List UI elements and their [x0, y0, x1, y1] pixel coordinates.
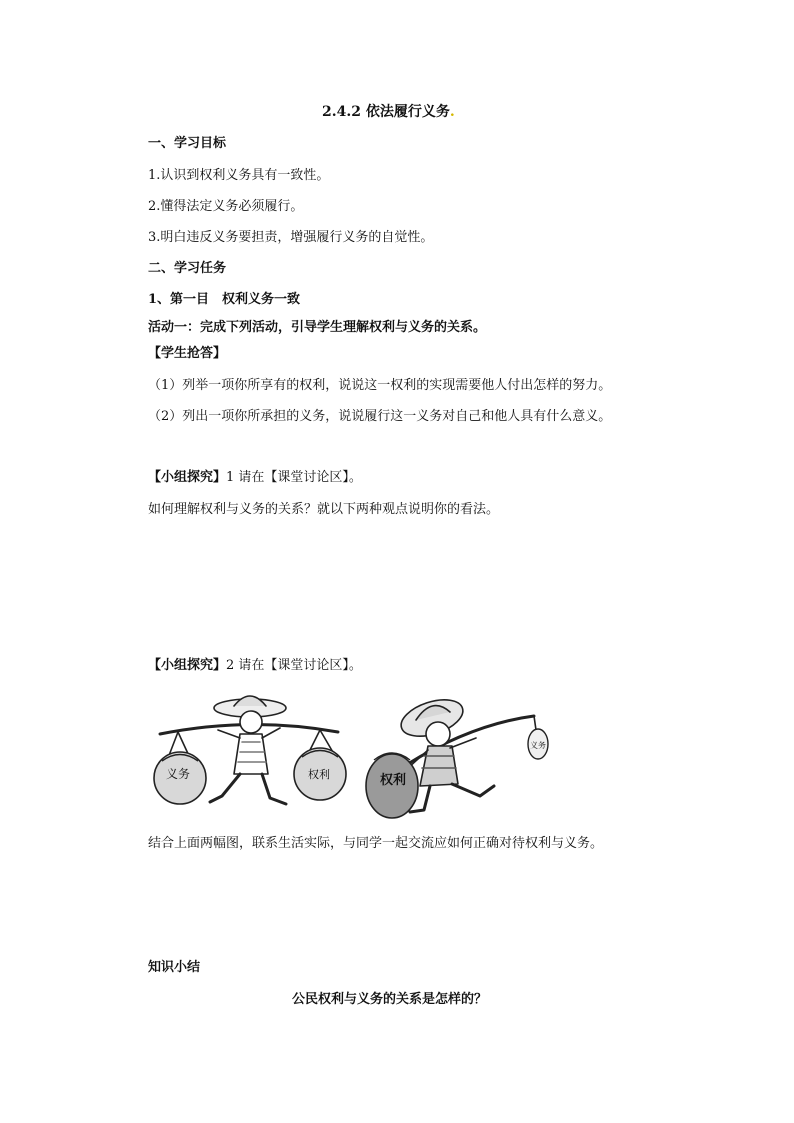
cartoon-balanced	[148, 686, 353, 821]
goal-item-1: 1.认识到权利义务具有一致性。	[148, 168, 330, 183]
subsection-heading-1: 1、第一目 权利义务一致	[148, 292, 301, 307]
cartoon-right-bag-label-duty: 义务	[530, 741, 546, 750]
group-inquiry-1-question: 如何理解权利与义务的关系？就以下两种观点说明你的看法。	[148, 502, 500, 517]
group-inquiry-2-tag: 【小组探究】	[148, 658, 227, 673]
group-inquiry-2-question: 结合上面两幅图，联系生活实际，与同学一起交流应如何正确对待权利与义务。	[148, 836, 604, 851]
summary-question: 公民权利与义务的关系是怎样的？	[292, 992, 488, 1007]
cartoon-unbalanced	[358, 686, 550, 821]
goal-item-2: 2.懂得法定义务必须履行。	[148, 199, 304, 214]
group-inquiry-1	[148, 470, 362, 486]
tasks-heading: 二、学习任务	[148, 261, 227, 276]
group-inquiry-2	[148, 658, 362, 674]
cartoon-left-bag-label-right: 权利	[308, 768, 330, 781]
summary-heading: 知识小结	[148, 960, 201, 975]
goal-item-3: 3.明白违反义务要担责，增强履行义务的自觉性。	[148, 230, 434, 245]
group-inquiry-2-rest: 2 请在【课堂讨论区】。	[226, 658, 362, 673]
group-inquiry-1-rest: 1 请在【课堂讨论区】。	[226, 470, 362, 485]
cartoon-right-bag-label-right: 权利	[380, 773, 407, 788]
group-inquiry-1-tag: 【小组探究】	[148, 470, 227, 485]
activity-heading-1: 活动一：完成下列活动，引导学生理解权利与义务的关系。	[148, 320, 487, 335]
page-title	[322, 104, 455, 120]
goals-heading: 一、学习目标	[148, 136, 227, 151]
title-dot: .	[449, 104, 455, 120]
cartoon-left-bag-label-duty: 义务	[166, 767, 191, 781]
student-answer-heading: 【学生抢答】	[148, 346, 227, 361]
question-1: （1）列举一项你所享有的权利，说说这一权利的实现需要他人付出怎样的努力。	[148, 378, 612, 393]
page-title-text: 2.4.2 依法履行义务	[322, 104, 450, 120]
question-2: （2）列出一项你所承担的义务，说说履行这一义务对自己和他人具有什么意义。	[148, 409, 612, 424]
